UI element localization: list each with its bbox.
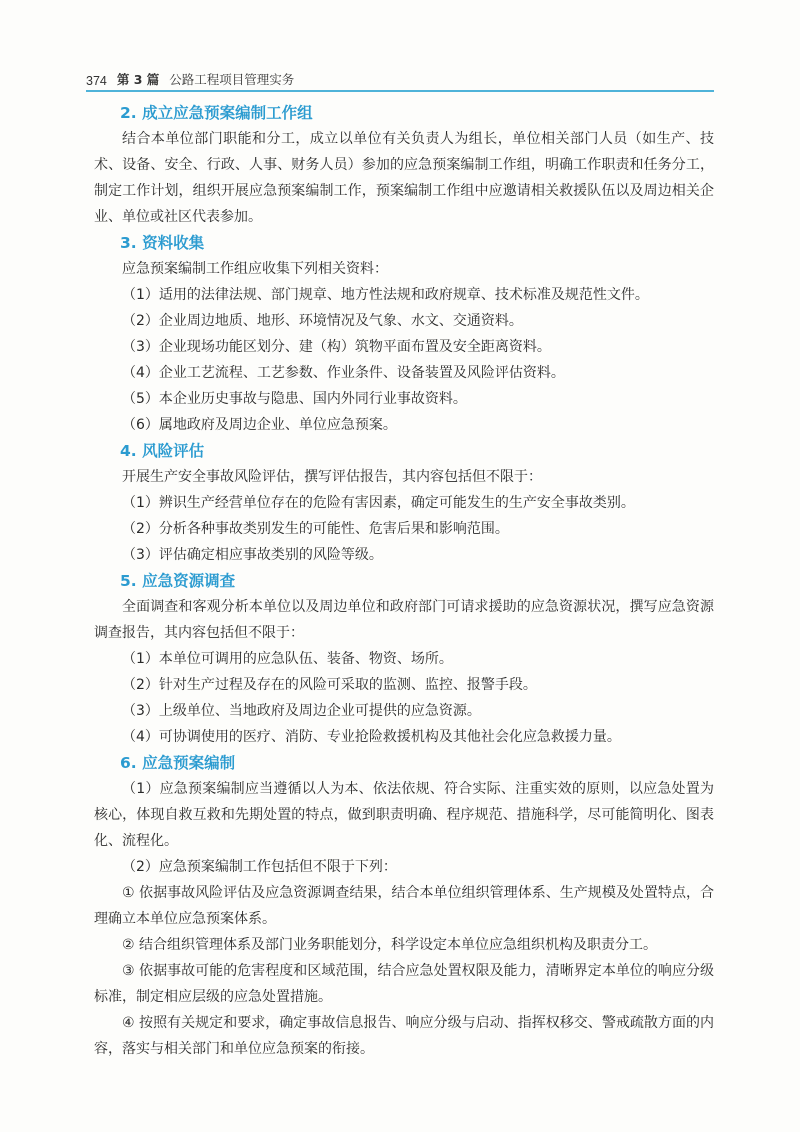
paragraph: 应急预案编制工作组应收集下列相关资料： [122,261,388,277]
list-item: （5）本企业历史事故与隐患、国内外同行业事故资料。 [122,391,467,407]
list-item: （2）针对生产过程及存在的风险可采取的监测、监控、报警手段。 [122,677,537,693]
section-heading: 2. 成立应急预案编制工作组 [120,104,313,122]
list-item: （1）适用的法律法规、部门规章、地方性法规和政府规章、技术标准及规范性文件。 [122,287,649,303]
list-item: （6）属地政府及周边企业、单位应急预案。 [122,417,397,433]
list-item: ② 结合组织管理体系及部门业务职能划分，科学设定本单位应急组织机构及职责分工。 [122,937,657,953]
section-heading: 3. 资料收集 [120,234,205,252]
running-title: 公路工程项目管理实务 [169,72,295,87]
page-number: 374 [86,74,107,88]
page-body [94,100,714,1062]
paragraph: 开展生产安全事故风险评估，撰写评估报告，其内容包括但不限于： [122,469,542,485]
list-item: （4）企业工艺流程、工艺参数、作业条件、设备装置及风险评估资料。 [122,365,565,381]
list-item: ① 依据事故风险评估及应急资源调查结果，结合本单位组织管理体系、生产规模及处置特点，合理确立本单位应急预案体系。 [94,885,714,927]
header-rule [86,90,714,92]
list-item: （2）分析各种事故类别发生的可能性、危害后果和影响范围。 [122,521,509,537]
list-item: ④ 按照有关规定和要求，确定事故信息报告、响应分级与启动、指挥权移交、警戒疏散方面的内容，落实与相关部门和单位应急预案的衔接。 [94,1015,714,1057]
list-item: （1）辨识生产经营单位存在的危险有害因素，确定可能发生的生产安全事故类别。 [122,495,635,511]
list-item: （3）企业现场功能区划分、建（构）筑物平面布置及安全距离资料。 [122,339,551,355]
paragraph: （1）应急预案编制应当遵循以人为本、依法依规、符合实际、注重实效的原则，以应急处置为核心，体现自救互救和先期处置的特点，做到职责明确、程序规范、措施科学，尽可能简明化、图表化、流程化。 [94,781,714,849]
page-header [86,62,714,88]
part-label: 第 3 篇 [116,72,160,87]
paragraph: 全面调查和客观分析本单位以及周边单位和政府部门可请求援助的应急资源状况，撰写应急资源调查报告，其内容包括但不限于： [94,599,714,641]
section-heading: 6. 应急预案编制 [120,754,236,772]
paragraph: 结合本单位部门职能和分工，成立以单位有关负责人为组长，单位相关部门人员（如生产、技术、设备、安全、行政、人事、财务人员）参加的应急预案编制工作组，明确工作职责和任务分工，制定工作计划，组织开展应急预案编制工作，预案编制工作组中应邀请相关救援队伍以及周边相关企业、单位或社区代表参加。 [94,131,714,225]
list-item: （4）可协调使用的医疗、消防、专业抢险救援机构及其他社会化应急救援力量。 [122,729,621,745]
paragraph: （2）应急预案编制工作包括但不限于下列： [122,859,397,875]
list-item: （3）评估确定相应事故类别的风险等级。 [122,547,383,563]
list-item: （3）上级单位、当地政府及周边企业可提供的应急资源。 [122,703,481,719]
section-heading: 5. 应急资源调查 [120,572,236,590]
list-item: （1）本单位可调用的应急队伍、装备、物资、场所。 [122,651,453,667]
list-item: （2）企业周边地质、地形、环境情况及气象、水文、交通资料。 [122,313,523,329]
list-item: ③ 依据事故可能的危害程度和区域范围，结合应急处置权限及能力，清晰界定本单位的响应分级标准，制定相应层级的应急处置措施。 [94,963,714,1005]
section-heading: 4. 风险评估 [120,442,205,460]
